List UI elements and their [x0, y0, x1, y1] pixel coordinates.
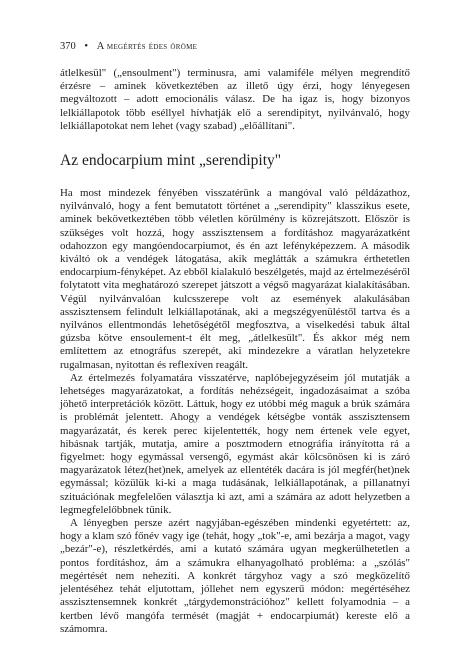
- section-body: [60, 187, 410, 636]
- running-header: [60, 40, 410, 53]
- intro-paragraph: átlelkesül" („ensoulment") terminusra, ami valamiféle mélyen megrendítő érzésre – aminek következtében az illető úgy érzi, hogy lényegesen megváltozott – adott emocionális válasz. De ha igaz is, hogy bizonyos lelkiállapotok több eséllyel hívhatják elő a serendipityt, nyilvánvaló, hogy lelkiállapotokat nem lehet (vagy szabad) „előállítani".: [60, 67, 410, 132]
- paragraph-2: Az értelmezés folyamatára visszatérve, naplóbejegyzéseim jól mutatják a lehetséges magyarázatokat, a fordítás nehézségeit, ingadozásaimat a szóba jöhető interpretációk között. Láttuk, hogy ez utóbbi még maguk a brúk számára is problémát jelentett. Ahogy a vendégek kétségbe vonták asszisztensem magyarázatát, és kerek perec kijelentették, hogy nem értenek vele egyet, hibásnak tartják, mutatja, amire a posztmodern etnográfia irányította rá a figyelmet: hogy egymással versengő, egymást akár kölcsönösen ki is záró magyarázatok létez(het)nek, amelyek az ellentéték dacára is jól megfér(het)nek egymással; közülük ki-ki a maga tudásának, lelkiállapotának, a pillanatnyi szituációnak megfelelően választja ki azt, ami a számára az adott helyzetben a legmegfelelőbbnek tűnik.: [60, 371, 410, 516]
- book-title: A megértés édes öröme: [96, 41, 198, 52]
- page-number: 370: [60, 41, 76, 52]
- section-heading: Az endocarpium mint „serendipity": [60, 152, 282, 169]
- paragraph-3: A lényegben persze azért nagyjában-egészében mindenki egyetértett: az, hogy a klam szó főnév vagy ige (tehát, hogy „tok"-e, ami bezárja a magot, vagy „bezár"-e), részletkérdés, ami a kutató számára ugyan megkerülhetetlen a pontos fordításhoz, ám a számukra elhanyagolható probléma: a „szólás" megértését nem nehezíti. A konkrét tárgyhoz vagy a szó megközelítő jelentéséhez tehát eljutottam, jóllehet nem egyszerű módon: megértéséhez asszisztensemnek konkrét „tárgydemonstrációhoz" kellett folyamodnia – a kertben lévő mangófa termését (magját + endocarpiumát) kereste elő a számomra.: [60, 517, 410, 635]
- paragraph-1: Ha most mindezek fényében visszatérünk a mangóval való példázathoz, nyilvánvaló, hogy a fent bemutatott történet a „serendipity" klasszikus esete, aminek bekövetkeztében több véletlen körülmény is közrejátszott. Először is szükséges volt hozzá, hogy asszisztensem a fordításhoz magyarázatként odahozzon egy mangóendocarpiumot, és én azt lefényképezzem. A második kiváltó ok a vendégek látogatása, akik meglátták a számukra érthetetlen endocarpium-fényképet. Az ebből kialakuló beszélgetés, majd az értelmezéséről folytatott vita meghatározó szerepet játszott a végső magyarázat kialakításában. Végül nyilvánvalóan kulcsszerepe volt az események alakulásában asszisztensem felindult lelkiállapotának, aki a megszégyenüléstől tartva és a nyilvános ellentmondás lehetőségétől megfosztva, a viselkedési tabuk által gúzsba kötve ensoulement-t élt meg, „átlelkesült". És akkor még nem említettem az etnográfus szerepét, aki mindezekre a váratlan helyzetekre rugalmasan, nyitottan és reflexíven reagált.: [60, 187, 410, 371]
- intro-text: [60, 67, 410, 133]
- header-separator: •: [84, 41, 89, 52]
